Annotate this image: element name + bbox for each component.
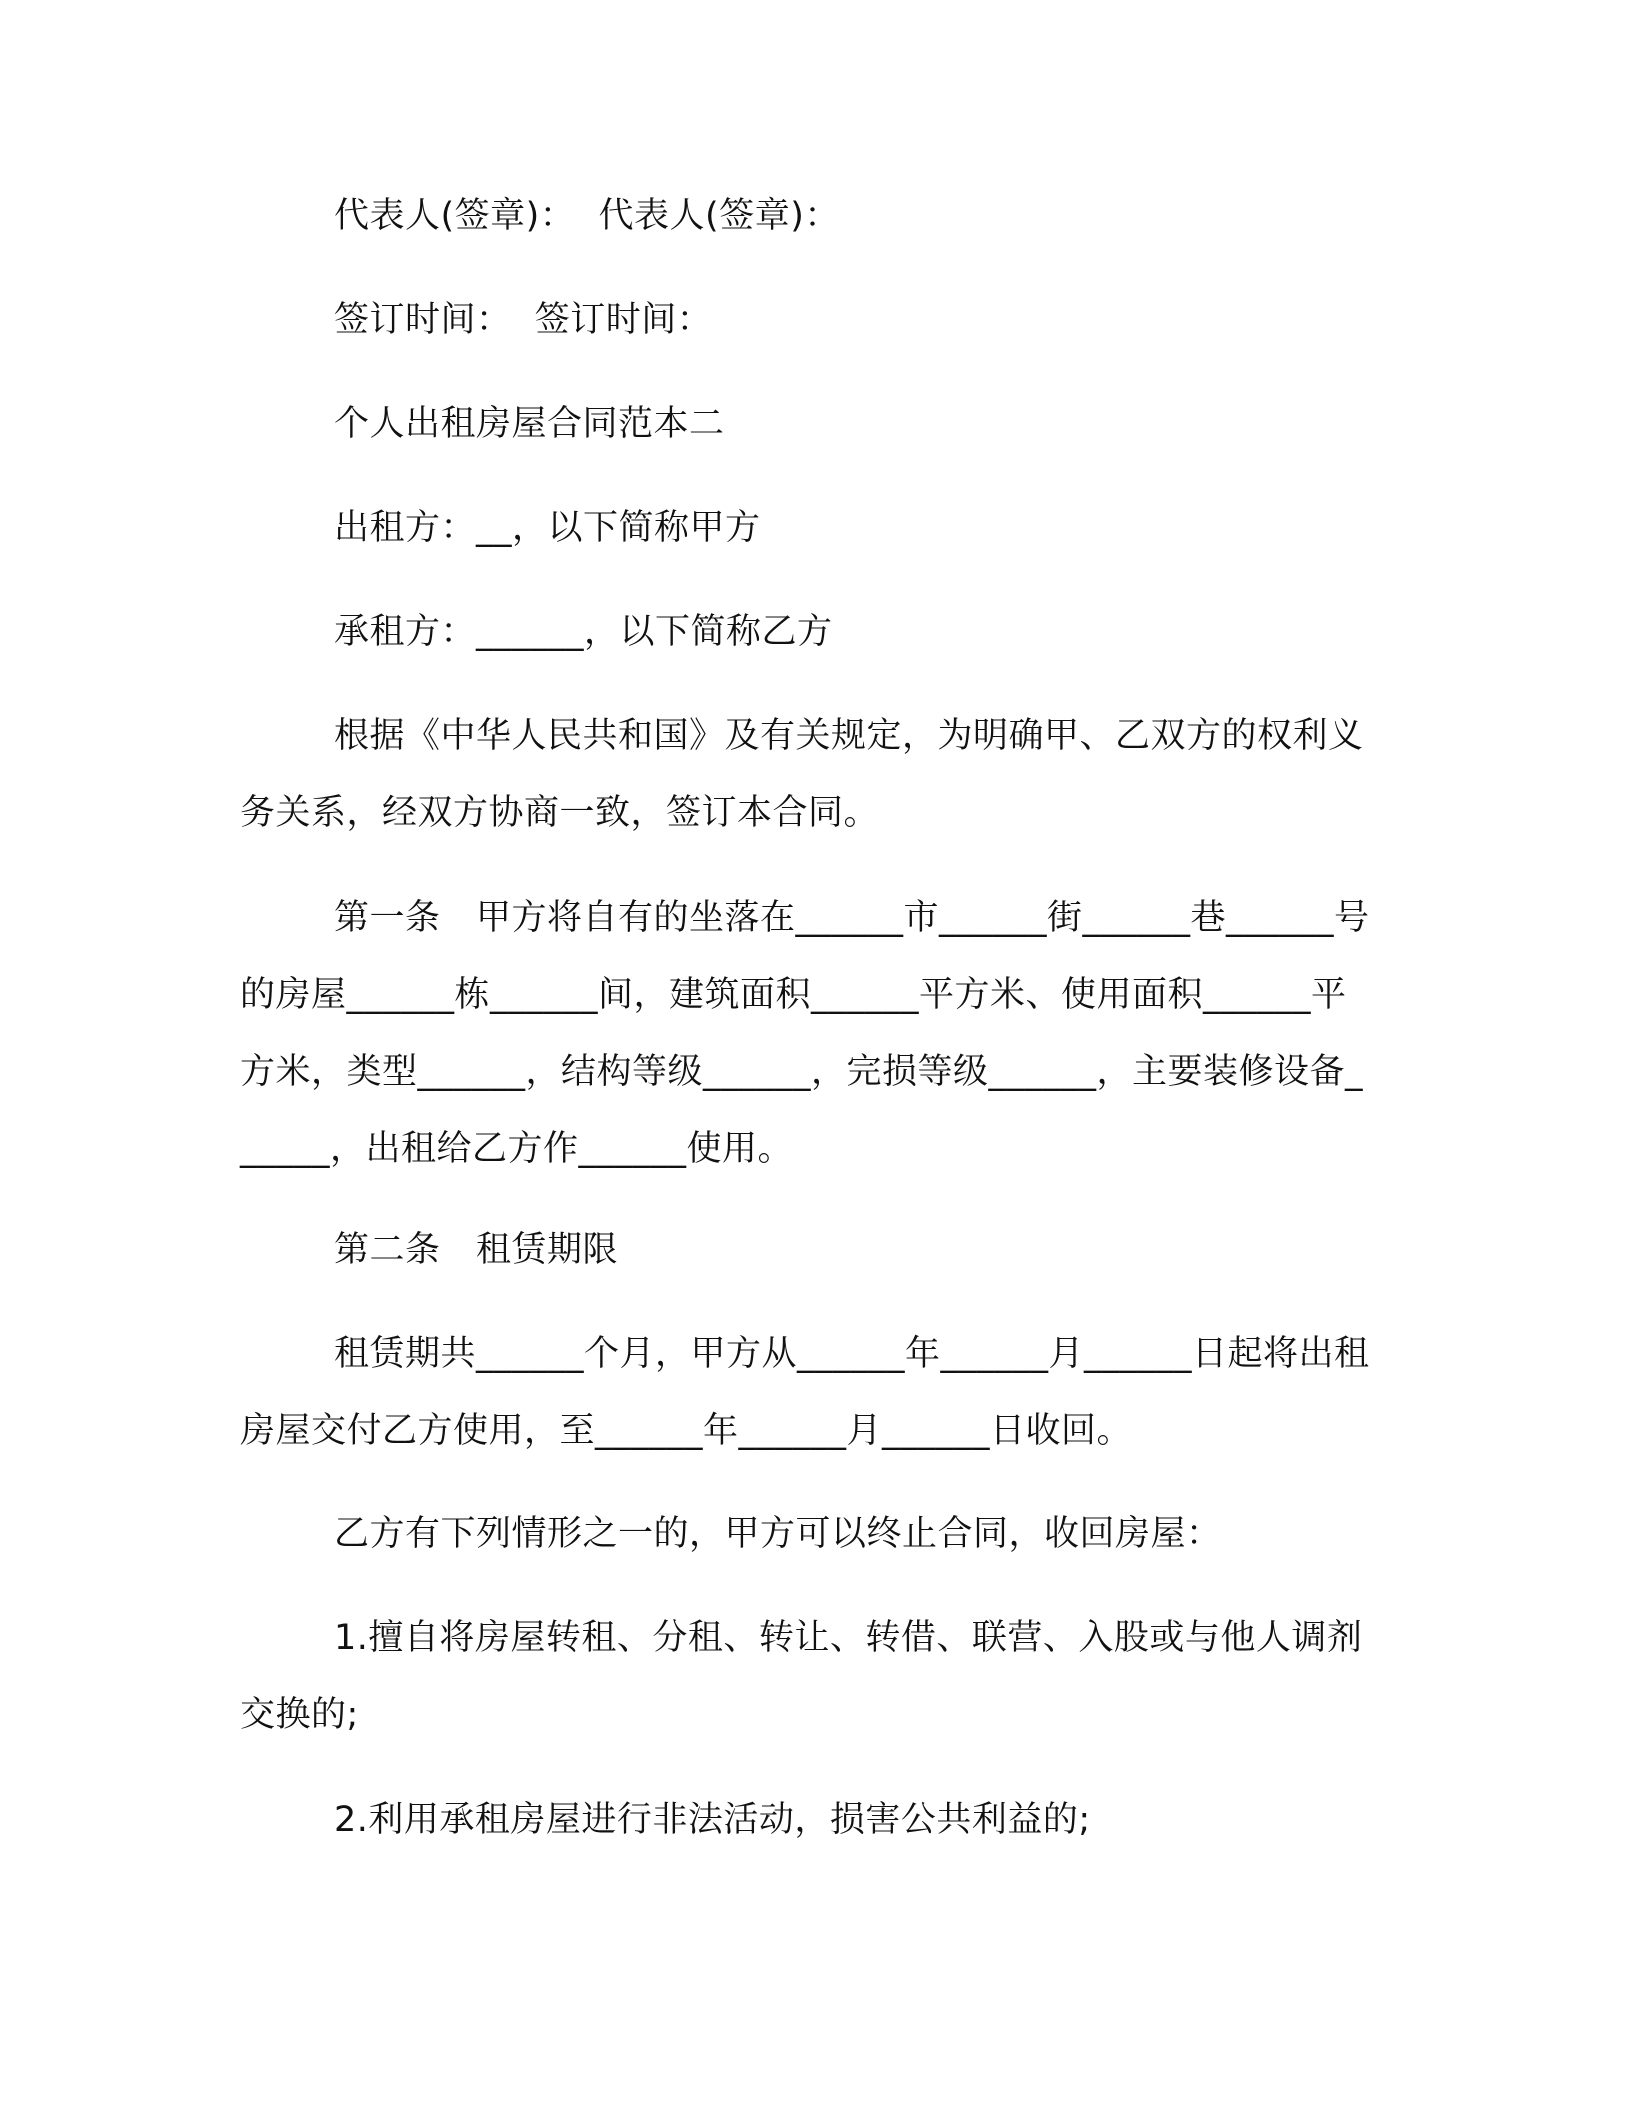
signing-date-line: 签订时间： 签订时间：	[334, 300, 713, 340]
lessor-line: 出租方：__，以下简称甲方	[334, 508, 761, 548]
termination-condition-2: 2.利用承租房屋进行非法活动，损害公共利益的;	[334, 1800, 1091, 1840]
lessee-line: 承租方：______，以下简称乙方	[334, 612, 833, 652]
lease-term-paragraph: 租赁期共______个月，甲方从______年______月______日起将出租房屋交付乙方使用，至______年______月______日收回。	[240, 1334, 1370, 1451]
preamble-paragraph: 根据《中华人民共和国》及有关规定，为明确甲、乙双方的权利义务关系，经双方协商一致，签订本合同。	[240, 716, 1364, 833]
contract-title: 个人出租房屋合同范本二	[334, 404, 725, 444]
article-1-paragraph: 第一条 甲方将自有的坐落在______市______街______巷______号的房屋______栋______间，建筑面积______平方米、使用面积______平方米，类型______，结构等级______，完损等级______，主要装修设备______，出租给乙方作______使用。	[240, 898, 1370, 1169]
signature-representative-line: 代表人(签章)： 代表人(签章)：	[334, 196, 840, 236]
termination-conditions-intro: 乙方有下列情形之一的，甲方可以终止合同，收回房屋：	[334, 1514, 1222, 1554]
article-2-heading: 第二条 租赁期限	[334, 1230, 619, 1270]
termination-condition-1: 1.擅自将房屋转租、分租、转让、转借、联营、入股或与他人调剂交换的;	[240, 1618, 1363, 1735]
